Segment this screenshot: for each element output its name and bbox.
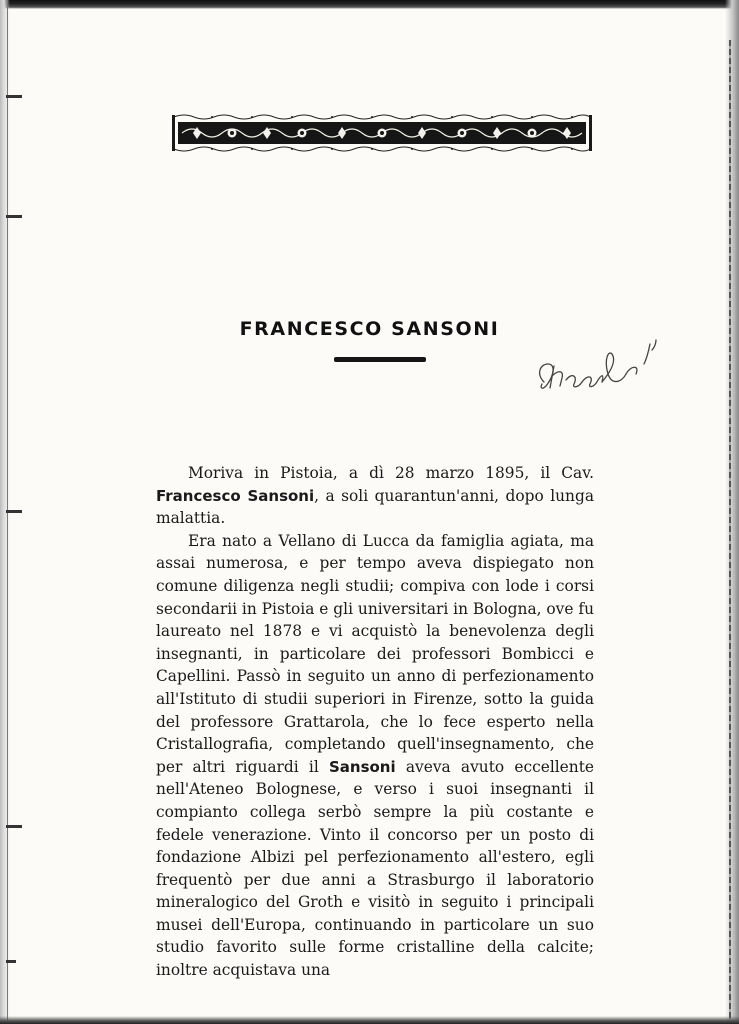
scan-mark xyxy=(6,95,22,98)
paragraph-1 xyxy=(156,462,594,530)
scan-border-right xyxy=(725,0,739,1024)
bold-name: Sansoni xyxy=(328,757,396,776)
scan-mark xyxy=(6,825,22,828)
scan-border-top xyxy=(0,0,739,9)
body-text xyxy=(156,462,594,982)
bold-name: Francesco Sansoni xyxy=(156,486,315,505)
paragraph-2 xyxy=(156,530,594,982)
text-run: aveva avuto eccellente nell'Ateneo Bolognese, e verso i suoi insegnanti il compianto collega serbò sempre la più costante e fedele venerazione. Vinto il concorso per un posto di fondazione Albizi pel perfezionamento all'estero, egli frequentò per due anni a Strasburgo il laboratorio mineralogico del Groth e visitò in seguito i principali musei dell'Europa, continuando in particolare un suo studio favorito sulle forme cristalline della calcite; inoltre acquistava una xyxy=(156,757,594,980)
text-run: Moriva in Pistoia, a dì 28 marzo 1895, il Cav. xyxy=(188,464,594,482)
page-title: FRANCESCO SANSONI xyxy=(239,318,500,340)
scan-mark xyxy=(6,960,16,963)
scan-edge-line-right xyxy=(729,40,731,1020)
ornament-header-band xyxy=(172,113,592,153)
scan-border-bottom xyxy=(0,1016,739,1024)
text-run: Era nato a Vellano di Lucca da famiglia agiata, ma assai numerosa, e per tempo aveva dispiegato non comune diligenza negli studii; compiva con lode i corsi secondarii in Pistoia e gli universitari in Bologna, ove fu laureato nel 1878 e vi acquistò la benevolenza degli insegnanti, in particolare dei professori Bombicci e Capellini. Passò in seguito un anno di perfezionamento all'Istituto di studii superiori in Firenze, sotto la guida del professore Grattarola, che lo fece esperto nella Cristallografia, completando quell'insegnamento, che per altri riguardi il xyxy=(156,531,594,776)
text-run: , a soli quarantun'anni, dopo lunga malattia. xyxy=(156,486,594,528)
scan-mark xyxy=(6,215,22,218)
scan-mark xyxy=(6,510,22,513)
title-underline-rule xyxy=(334,357,426,362)
handwritten-signature xyxy=(532,330,682,400)
